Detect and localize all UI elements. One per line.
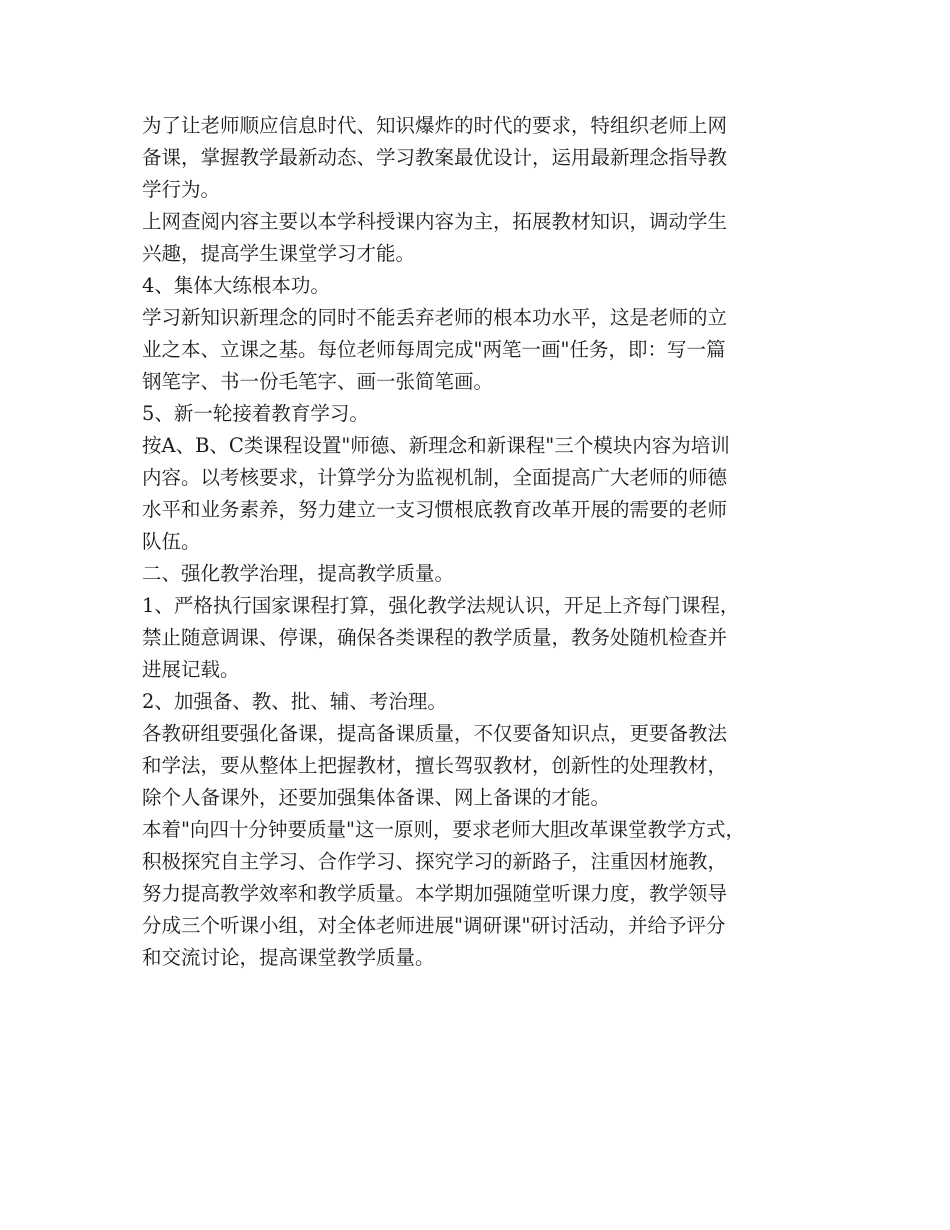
text-line: 兴趣，提高学生课堂学习才能。 (142, 242, 416, 265)
text-line: 禁止随意调课、停课，确保各类课程的教学质量，教务处随机检查并 (142, 626, 728, 649)
text-line: 进展记载。 (142, 658, 240, 681)
section-heading: 2、加强备、教、批、辅、考治理。 (142, 690, 447, 713)
text-line: 除个人备课外，还要加强集体备课、网上备课的才能。 (142, 786, 611, 809)
text-line: 各教研组要强化备课，提高备课质量，不仅要备知识点，更要备教法 (142, 722, 728, 745)
text-line: 队伍。 (142, 530, 201, 553)
text-line: 本着"向四十分钟要质量"这一原则，要求老师大胆改革课堂教学方式， (142, 818, 745, 841)
text-line: 和交流讨论，提高课堂教学质量。 (142, 946, 435, 969)
text-line: 努力提高教学效率和教学质量。本学期加强随堂听课力度，教学领导 (142, 882, 728, 905)
text-line: 钢笔字、书一份毛笔字、画一张简笔画。 (142, 370, 494, 393)
text-line: 积极探究自主学习、合作学习、探究学习的新路子，注重因材施教， (142, 850, 728, 873)
text-line: 水平和业务素养，努力建立一支习惯根底教育改革开展的需要的老师 (142, 498, 728, 521)
text-line: 按A、B、C类课程设置"师德、新理念和新课程"三个模块内容为培训 (142, 434, 730, 457)
text-line: 内容。以考核要求，计算学分为监视机制，全面提高广大老师的师德 (142, 466, 728, 489)
section-heading: 二、强化教学治理，提高教学质量。 (142, 562, 455, 585)
text-line: 分成三个听课小组，对全体老师进展"调研课"研讨活动，并给予评分 (142, 914, 726, 937)
text-line: 为了让老师顺应信息时代、知识爆炸的时代的要求，特组织老师上网 (142, 114, 728, 137)
text-line: 备课，掌握教学最新动态、学习教案最优设计，运用最新理念指导教 (142, 146, 728, 169)
text-line: 和学法，要从整体上把握教材，擅长驾驭教材，创新性的处理教材， (142, 754, 728, 777)
document-body (142, 110, 842, 974)
section-heading: 4、集体大练根本功。 (142, 274, 330, 297)
text-line: 业之本、立课之基。每位老师每周完成"两笔一画"任务，即：写一篇 (142, 338, 726, 361)
text-line: 学习新知识新理念的同时不能丢弃老师的根本功水平，这是老师的立 (142, 306, 728, 329)
text-line: 1、严格执行国家课程打算，强化教学法规认识，开足上齐每门课程， (142, 594, 740, 617)
text-line: 学行为。 (142, 178, 221, 201)
text-line: 上网查阅内容主要以本学科授课内容为主，拓展教材知识，调动学生 (142, 210, 728, 233)
section-heading: 5、新一轮接着教育学习。 (142, 402, 369, 425)
